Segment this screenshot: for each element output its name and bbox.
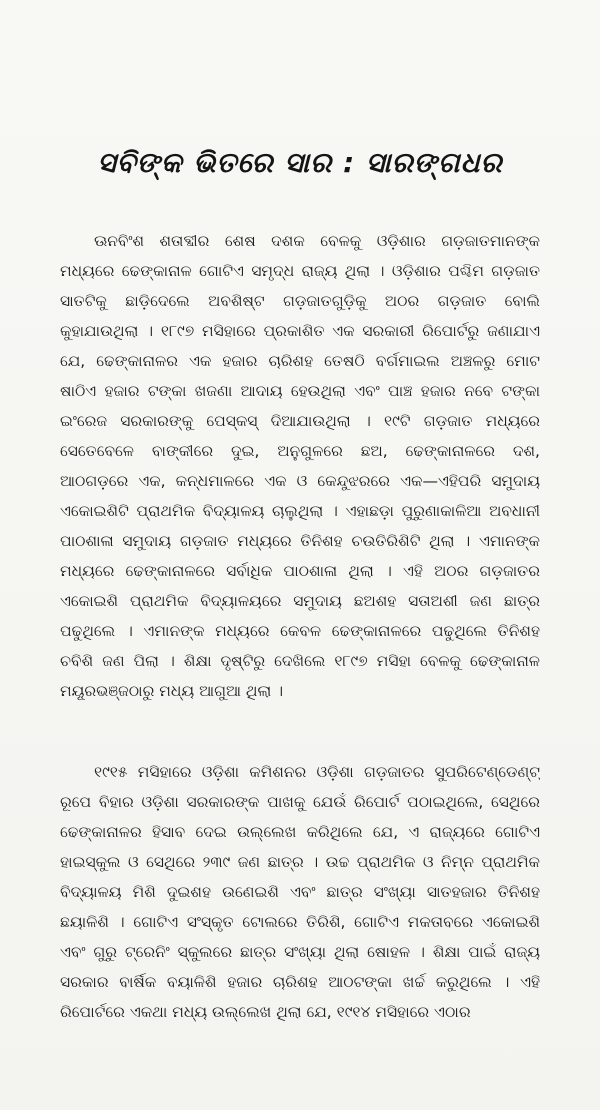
text-line: ହାଇସ୍କୁଲ ଓ ସେଥିରେ ୨୩୯ ଜଣ ଛାତ୍ର । ଉଚ୍ଚ ପ୍ରାଥମିକ ଓ ନିମ୍ନ ପ୍ରାଥମିକ <box>60 853 540 871</box>
text-line: ଊନବିଂଶ ଶତାବ୍ଦୀର ଶେଷ ଦଶକ ବେଳକୁ ଓଡ଼ିଶାର ଗଡ଼ଜାତମାନଙ୍କ <box>94 232 540 250</box>
text-line: ରୂପେ ବିହାର ଓଡ଼ିଶା ସରକାରଙ୍କ ପାଖକୁ ଯେଉଁ ରିପୋର୍ଟ ପଠାଇଥିଲେ, ସେଥିରେ <box>60 793 540 811</box>
text-line: ମଧ୍ୟରେ ଢେଙ୍କାନାଳ ଗୋଟିଏ ସମୃଦ୍ଧ ରାଜ୍ୟ ଥିଲା । ଓଡ଼ିଶାର ପଶ୍ଚିମ ଗଡ଼ଜାତ <box>60 262 540 280</box>
text-line: ସରକାର ବାର୍ଷିକ ବୟାଳିଶି ହଜାର ଚାରିଶହ ଆଠଟଙ୍କା ଖର୍ଚ୍ଚ କରୁଥିଲେ । ଏହି <box>60 973 540 991</box>
text-line: ପଢୁଥିଲେ । ଏମାନଙ୍କ ମଧ୍ୟରେ କେବଳ ଢେଙ୍କାନାଳରେ ପଢୁଥିଲେ ତିନିଶହ <box>60 622 540 640</box>
text-line: ପାଠଶାଳା ସମୁଦାୟ ଗଡ଼ଜାତ ମଧ୍ୟରେ ତିନିଶହ ଚଉତିରିଶିଟି ଥିଲା । ଏମାନଙ୍କ <box>60 532 540 550</box>
text-line: କୁହାଯାଉଥିଲା । ୧୮୯୭ ମସିହାରେ ପ୍ରକାଶିତ ଏକ ସରକାରୀ ରିପୋର୍ଟରୁ ଜଣାଯାଏ <box>60 322 540 340</box>
text-line: ରିପୋର୍ଟରେ ଏକଥା ମଧ୍ୟ ଉଲ୍ଲେଖ ଥିଲା ଯେ, ୧୯୧୪ ମସିହାରେ ଏଠାର <box>60 1003 471 1021</box>
paragraph-2 <box>60 757 540 1027</box>
text-line: ଯେ, ଢେଙ୍କାନାଳର ଏକ ହଜାର ଚାରିଶହ ତେଷଠି ବର୍ଗମାଇଲ ଅଞ୍ଚଳରୁ ମୋଟ <box>60 352 540 370</box>
text-line: ଏକୋଇଶିଟି ପ୍ରାଥମିକ ବିଦ୍ୟାଳୟ ଚାଲୁଥିଲା । ଏହାଛଡ଼ା ପୁରୁଣାକାଳିଆ ଅବଧାନୀ <box>60 502 540 520</box>
chapter-title: ସବିଙ୍କ ଭିତରେ ସାର : ସାରଙ୍ଗଧର <box>97 146 503 179</box>
text-line: ଇଂରେଜ ସରକାରଙ୍କୁ ପେସ୍‌କସ୍ ଦିଆଯାଉଥିଲା । ୧୯ଟି ଗଡ଼ଜାତ ମଧ୍ୟରେ <box>60 412 540 430</box>
text-line: ଚବିଶି ଜଣ ପିଲା । ଶିକ୍ଷା ଦୃଷ୍ଟିରୁ ଦେଖିଲେ ୧୮୯୭ ମସିହା ବେଳକୁ ଢେଙ୍କାନାଳ <box>60 652 540 670</box>
text-line: ମୟୂରଭଞ୍ଜଠାରୁ ମଧ୍ୟ ଆଗୁଆ ଥିଲା । <box>60 682 284 700</box>
text-line: ଛୟାଳିଶି । ଗୋଟିଏ ସଂସ୍କୃତ ଟୋଲରେ ତିରିଶି, ଗୋଟିଏ ମକତାବରେ ଏକୋଇଶି <box>60 913 540 931</box>
text-line: ଢେଙ୍କାନାଳର ହିସାବ ଦେଇ ଉଲ୍ଲେଖ କରିଥିଲେ ଯେ, ଏ ରାଜ୍ୟରେ ଗୋଟିଏ <box>60 823 540 841</box>
paragraph-1 <box>60 226 540 706</box>
text-line: ୧୯୧୫ ମସିହାରେ ଓଡ଼ିଶା କମିଶନର ଓଡ଼ିଶା ଗଡ଼ଜାତର ସୁପରିଟେଣ୍ଡେଣ୍ଟ୍ <box>94 763 540 781</box>
text-line: ବିଦ୍ୟାଳୟ ମିଶି ଦୁଇଶହ ଉଣେଇଶି ଏବଂ ଛାତ୍ର ସଂଖ୍ୟା ସାତହଜାର ତିନିଶହ <box>60 883 540 901</box>
text-line: ଆଠଗଡ଼ରେ ଏକ, କନ୍ଧମାଳରେ ଏକ ଓ କେନ୍ଦୁଝରରେ ଏକ—ଏହିପରି ସମୁଦାୟ <box>60 472 540 490</box>
text-line: ଏବଂ ଗୁରୁ ଟ୍ରେନିଂ ସ୍କୁଲରେ ଛାତ୍ର ସଂଖ୍ୟା ଥିଲା ଷୋହଳ । ଶିକ୍ଷା ପାଇଁ ରାଜ୍ୟ <box>60 943 540 961</box>
text-line: ମଧ୍ୟରେ ଢେଙ୍କାନାଳରେ ସର୍ବାଧିକ ପାଠଶାଳା ଥିଲା । ଏହି ଅଠର ଗଡ଼ଜାତର <box>60 562 540 580</box>
text-line: ସାତଟିକୁ ଛାଡ଼ିଦେଲେ ଅବଶିଷ୍ଟ ଗଡ଼ଜାତଗୁଡ଼ିକୁ ଅଠର ଗଡ଼ଜାତ ବୋଲି <box>60 292 540 310</box>
text-line: ସେତେବେଳେ ବାଙ୍କୀରେ ଦୁଇ, ଅନୁଗୁଳରେ ଛଅ, ଢେଙ୍କାନାଳରେ ଦଶ, <box>60 442 540 460</box>
text-line: ଏକୋଇଶି ପ୍ରାଥମିକ ବିଦ୍ୟାଳୟରେ ସମୁଦାୟ ଛଅଶହ ସତାଅଶୀ ଜଣ ଛାତ୍ର <box>60 592 540 610</box>
text-line: ଷାଠିଏ ହଜାର ଟଙ୍କା ଖଜଣା ଆଦାୟ ହେଉଥିଲା ଏବଂ ପାଞ୍ଚ ହଜାର ନବେ ଟଙ୍କା <box>60 382 540 400</box>
